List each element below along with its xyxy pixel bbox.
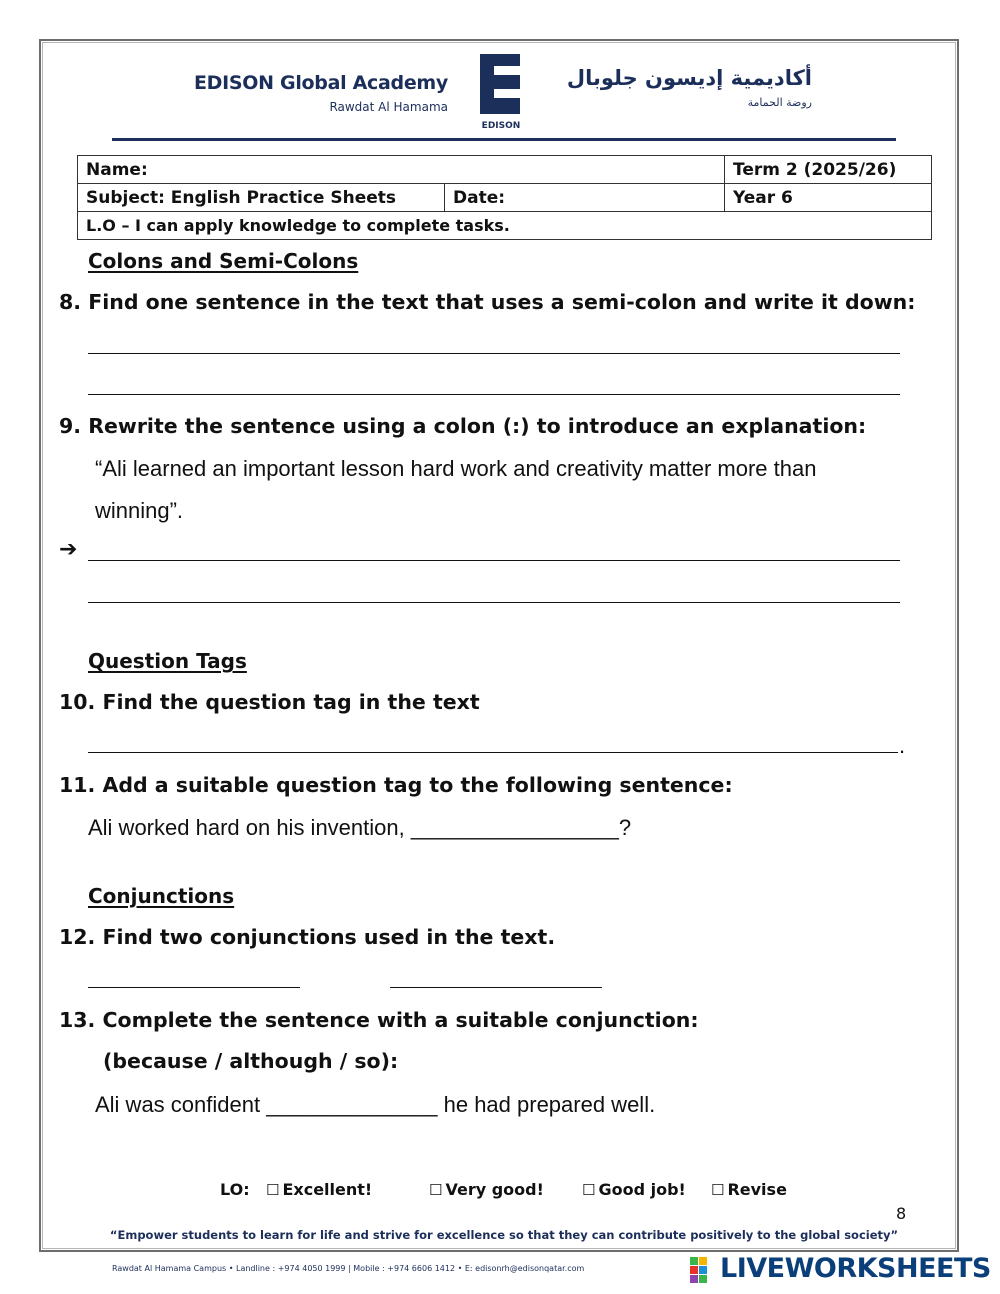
q9-sentence-line-1: “Ali learned an important lesson hard work and creativity matter more than <box>95 456 817 481</box>
liveworksheets-logo-icon <box>690 1255 716 1285</box>
q10-full-stop: . <box>899 733 906 758</box>
year-cell: Year 6 <box>725 184 932 212</box>
arrow-right-icon: ➔ <box>59 537 78 562</box>
contact-footer: Rawdat Al Hamama Campus • Landline : +974 4050 1999 | Mobile : +974 6606 1412 • E: edisonrh@edisonqatar.com <box>112 1264 585 1273</box>
school-title-en: EDISON Global Academy <box>193 72 448 94</box>
date-field[interactable]: Date: <box>445 184 725 212</box>
edison-logo <box>476 52 526 132</box>
q11-sentence[interactable]: Ali worked hard on his invention, _________________? <box>88 815 632 840</box>
question-12: 12. Find two conjunctions used in the text. <box>59 925 556 949</box>
school-title-ar: أكاديمية إديسون جلوبال <box>566 66 812 90</box>
campus-name-en: Rawdat Al Hamama <box>329 100 448 114</box>
subject-cell: Subject: English Practice Sheets <box>78 184 445 212</box>
question-10: 10. Find the question tag in the text <box>59 690 480 714</box>
rating-excellent-label: Excellent! <box>282 1180 373 1199</box>
q13-options: (because / although / so): <box>103 1049 399 1073</box>
checkbox-icon[interactable]: ☐ <box>266 1181 280 1199</box>
rating-very-good[interactable] <box>429 1180 544 1199</box>
lo-label: LO: <box>220 1180 250 1199</box>
page-number: 8 <box>896 1204 907 1223</box>
section-heading-conjunctions: Conjunctions <box>88 884 235 908</box>
rating-excellent[interactable] <box>266 1180 372 1199</box>
rating-revise-label: Revise <box>727 1180 787 1199</box>
checkbox-icon[interactable]: ☐ <box>582 1181 596 1199</box>
school-name-ar <box>552 66 812 109</box>
rating-good-job-label: Good job! <box>598 1180 686 1199</box>
answer-line-q8-2[interactable] <box>88 394 900 395</box>
header-divider <box>112 138 896 141</box>
name-field[interactable]: Name: <box>78 156 725 184</box>
checkbox-icon[interactable]: ☐ <box>429 1181 443 1199</box>
answer-line-q12-2[interactable] <box>390 987 602 988</box>
checkbox-icon[interactable]: ☐ <box>711 1181 725 1199</box>
question-8: 8. Find one sentence in the text that uses a semi-colon and write it down: <box>59 290 916 314</box>
question-13: 13. Complete the sentence with a suitable conjunction: <box>59 1008 699 1032</box>
liveworksheets-watermark[interactable]: LIVEWORKSHEETS <box>720 1253 991 1284</box>
logo-word: EDISON <box>481 121 521 131</box>
rating-good-job[interactable] <box>582 1180 686 1199</box>
section-heading-question-tags: Question Tags <box>88 649 247 673</box>
question-11: 11. Add a suitable question tag to the following sentence: <box>59 773 733 797</box>
learning-objective: L.O – I can apply knowledge to complete tasks. <box>78 212 932 240</box>
q9-sentence-line-2: winning”. <box>95 498 184 523</box>
answer-line-q9-2[interactable] <box>88 602 900 603</box>
rating-revise[interactable] <box>711 1180 787 1199</box>
question-9: 9. Rewrite the sentence using a colon (:) to introduce an explanation: <box>59 414 867 438</box>
answer-line-q10[interactable] <box>88 752 898 753</box>
school-motto: “Empower students to learn for life and strive for excellence so that they can contribute positively to the global society” <box>109 1228 899 1242</box>
rating-very-good-label: Very good! <box>445 1180 544 1199</box>
answer-line-q9-1[interactable] <box>88 560 900 561</box>
school-name-en <box>150 72 448 114</box>
term-cell: Term 2 (2025/26) <box>725 156 932 184</box>
q13-sentence[interactable]: Ali was confident ______________ he had prepared well. <box>95 1092 656 1117</box>
answer-line-q8-1[interactable] <box>88 353 900 354</box>
campus-name-ar: روضة الحمامة <box>747 96 812 109</box>
student-info-table <box>77 155 932 240</box>
section-heading-colons: Colons and Semi-Colons <box>88 249 359 273</box>
answer-line-q12-1[interactable] <box>88 987 300 988</box>
